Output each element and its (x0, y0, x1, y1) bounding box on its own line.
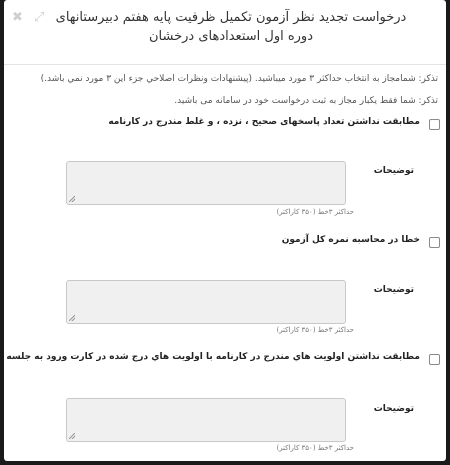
question-3-label: مطابقت نداشتن اولويت هاي مندرج در كارنامه با اولويت هاي درج شده در كارت ورود به جلسه (6, 352, 420, 362)
resize-grip-icon[interactable] (69, 196, 75, 202)
expand-icon[interactable]: ⤢ (34, 10, 45, 25)
question-2-field-label: توضیحات (373, 285, 414, 295)
question-2-textarea[interactable] (66, 280, 346, 324)
question-3-hint: حداکثر ۳خط (۳۵۰ کاراکتر) (276, 444, 354, 452)
question-1-hint: حداکثر ۳خط (۳۵۰ کاراکتر) (276, 208, 354, 216)
question-1-label: مطابقت نداشتن تعداد پاسخهای صحیح ، نزده ، و غلط مندرج در کارنامه (108, 117, 420, 127)
resize-grip-icon[interactable] (69, 315, 75, 321)
question-1-field-label: توضیحات (373, 166, 414, 176)
question-3-checkbox[interactable] (429, 354, 440, 365)
resize-grip-icon[interactable] (69, 433, 75, 439)
question-2-checkbox[interactable] (429, 237, 440, 248)
close-icon[interactable]: ✖ (12, 10, 23, 25)
question-1-checkbox[interactable] (429, 119, 440, 130)
question-3-textarea[interactable] (66, 398, 346, 442)
note-single-submission: تذکر: شما فقط یکبار مجاز به ثبت درخواست خود در سامانه می باشید. (174, 96, 438, 106)
appeal-dialog (4, 0, 446, 461)
dialog-title: درخواست تجدید نظر آزمون تکمیل ظرفیت پایه هفتم دبیرستانهای دوره اول استعدادهای درخشان (55, 10, 407, 44)
header-controls (12, 6, 50, 25)
question-2-hint: حداکثر ۳خط (۳۵۰ کاراکتر) (276, 326, 354, 334)
note-max-selection: تذکر: شمامجاز به انتخاب حداکثر ۳ مورد میباشید. (پیشنهادات ونظرات اصلاحي جزء اين ۳ مورد نمي باشد.) (40, 74, 438, 84)
question-2-label: خطا در محاسبه نمره کل آزمون (281, 235, 420, 245)
question-1-textarea[interactable] (66, 161, 346, 205)
question-3-field-label: توضیحات (373, 404, 414, 414)
dialog-header (4, 0, 446, 65)
